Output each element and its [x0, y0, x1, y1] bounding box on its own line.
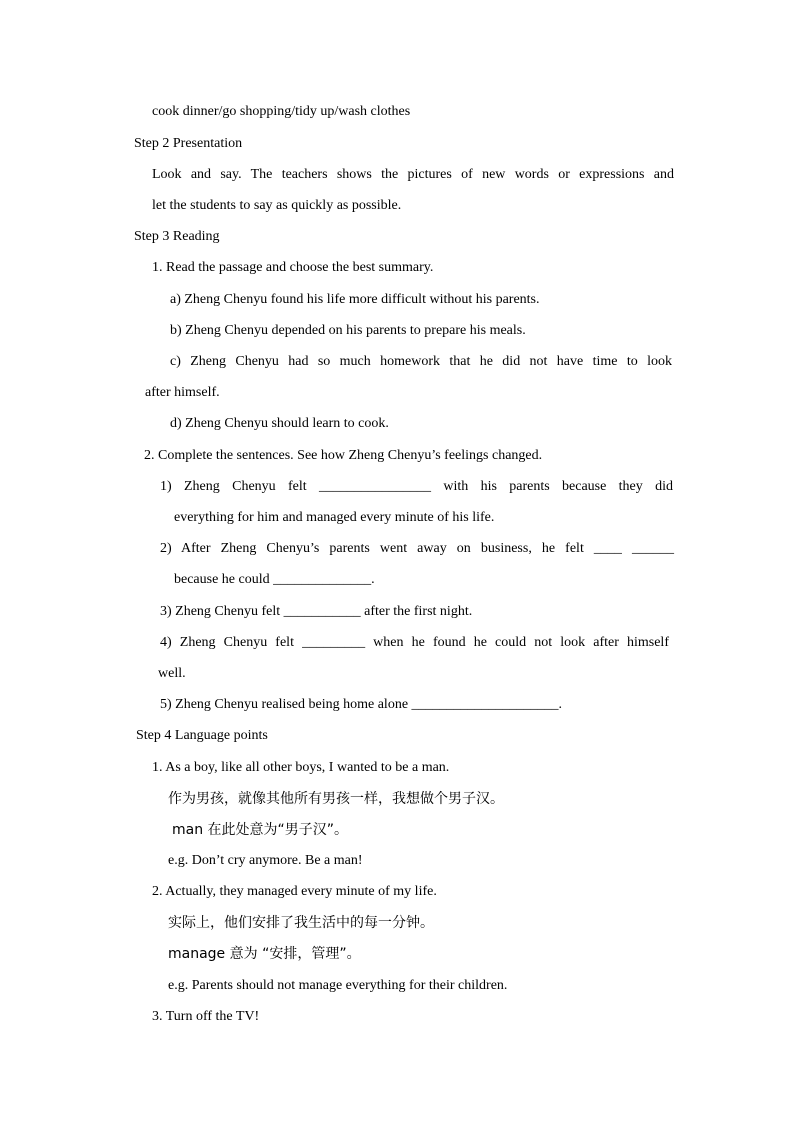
reading-task-2: 2. Complete the sentences. See how Zheng Chenyu’s feelings changed. [144, 448, 543, 463]
step-4-heading: Step 4 Language points [136, 728, 268, 743]
presentation-text-line-1: Look and say. The teachers shows the pictures of new words or expressions and [152, 167, 674, 182]
reading-task-1: 1. Read the passage and choose the best summary. [152, 260, 434, 275]
language-point-2-translation: 实际上，他们安排了我生活中的每一分钟。 [168, 915, 434, 931]
language-point-1-note: man 在此处意为“男子汉”。 [172, 822, 349, 838]
sentence-4-line-2: well. [158, 666, 186, 681]
sentence-1-line-1: 1) Zheng Chenyu felt ________________ with his parents because they did [160, 479, 673, 494]
sentence-4-line-1: 4) Zheng Chenyu felt _________ when he found he could not look after himself [160, 635, 669, 650]
language-point-1: 1. As a boy, like all other boys, I wanted to be a man. [152, 760, 450, 775]
option-d: d) Zheng Chenyu should learn to cook. [170, 416, 389, 431]
presentation-text-line-2: let the students to say as quickly as possible. [152, 198, 402, 213]
sentence-1-line-2: everything for him and managed every minute of his life. [174, 510, 495, 525]
sentence-2-line-1: 2) After Zheng Chenyu’s parents went away on business, he felt ____ ______ [160, 541, 674, 556]
option-b: b) Zheng Chenyu depended on his parents to prepare his meals. [170, 323, 526, 338]
sentence-5: 5) Zheng Chenyu realised being home alone _____________________. [160, 697, 563, 712]
language-point-1-example: e.g. Don’t cry anymore. Be a man! [168, 853, 363, 868]
option-c-line-2: after himself. [145, 385, 220, 400]
sentence-3: 3) Zheng Chenyu felt ___________ after the first night. [160, 604, 473, 619]
language-point-2-example: e.g. Parents should not manage everything for their children. [168, 978, 508, 993]
language-point-2: 2. Actually, they managed every minute of my life. [152, 884, 437, 899]
activity-list-line: cook dinner/go shopping/tidy up/wash clothes [152, 104, 411, 119]
language-point-2-note: manage 意为 “安排，管理”。 [168, 946, 361, 962]
option-a: a) Zheng Chenyu found his life more difficult without his parents. [170, 292, 540, 307]
sentence-2-line-2: because he could ______________. [174, 572, 375, 587]
step-2-heading: Step 2 Presentation [134, 136, 243, 151]
language-point-1-translation: 作为男孩，就像其他所有男孩一样，我想做个男子汉。 [168, 791, 504, 807]
option-c-line-1: c) Zheng Chenyu had so much homework that he did not have time to look [170, 354, 672, 369]
step-3-heading: Step 3 Reading [134, 229, 220, 244]
language-point-3: 3. Turn off the TV! [152, 1009, 260, 1024]
